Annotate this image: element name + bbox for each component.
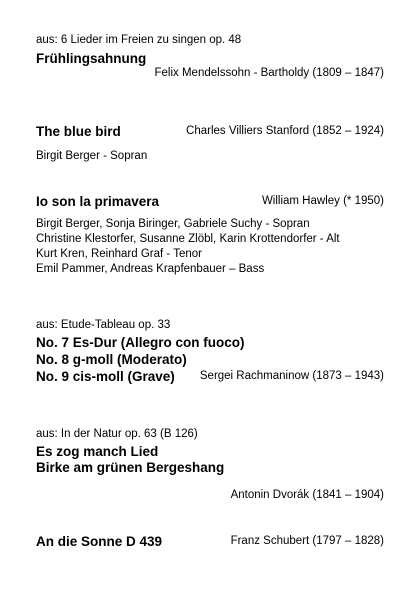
piece-title: No. 7 Es-Dur (Allegro con fuoco) (36, 335, 245, 350)
performers-line: Kurt Kren, Reinhard Graf - Tenor (36, 248, 202, 260)
piece-title: The blue bird (36, 124, 121, 139)
performers-line: Birgit Berger, Sonja Biringer, Gabriele Suchy - Sopran (36, 218, 310, 230)
composer: Charles Villiers Stanford (1852 – 1924) (186, 125, 384, 137)
piece-title: No. 9 cis-moll (Grave) (36, 369, 175, 384)
composer: Felix Mendelssohn - Bartholdy (1809 – 1847) (154, 67, 384, 79)
composer: William Hawley (* 1950) (261, 195, 384, 207)
performers: Birgit Berger - Sopran (36, 150, 148, 162)
piece-title: Frühlingsahnung (36, 51, 147, 66)
piece-title: Io son la primavera (36, 194, 160, 209)
performers-line: Emil Pammer, Andreas Krapfenbauer – Bass (36, 263, 265, 275)
composer: Sergei Rachmaninow (1873 – 1943) (199, 370, 384, 382)
composer: Antonin Dvorák (1841 – 1904) (230, 489, 384, 501)
composer: Franz Schubert (1797 – 1828) (230, 535, 384, 547)
piece-title: An die Sonne D 439 (36, 534, 163, 549)
piece-title: Es zog manch Lied (36, 444, 159, 459)
piece-title: No. 8 g-moll (Moderato) (36, 352, 187, 367)
performers-line: Christine Klestorfer, Susanne Zlöbl, Karin Krottendorfer - Alt (36, 233, 340, 245)
piece-title: Birke am grünen Bergeshang (36, 460, 225, 475)
source-line: aus: Etude-Tableau op. 33 (36, 319, 171, 331)
source-line: aus: In der Natur op. 63 (B 126) (36, 428, 198, 440)
source-line: aus: 6 Lieder im Freien zu singen op. 48 (36, 34, 242, 46)
